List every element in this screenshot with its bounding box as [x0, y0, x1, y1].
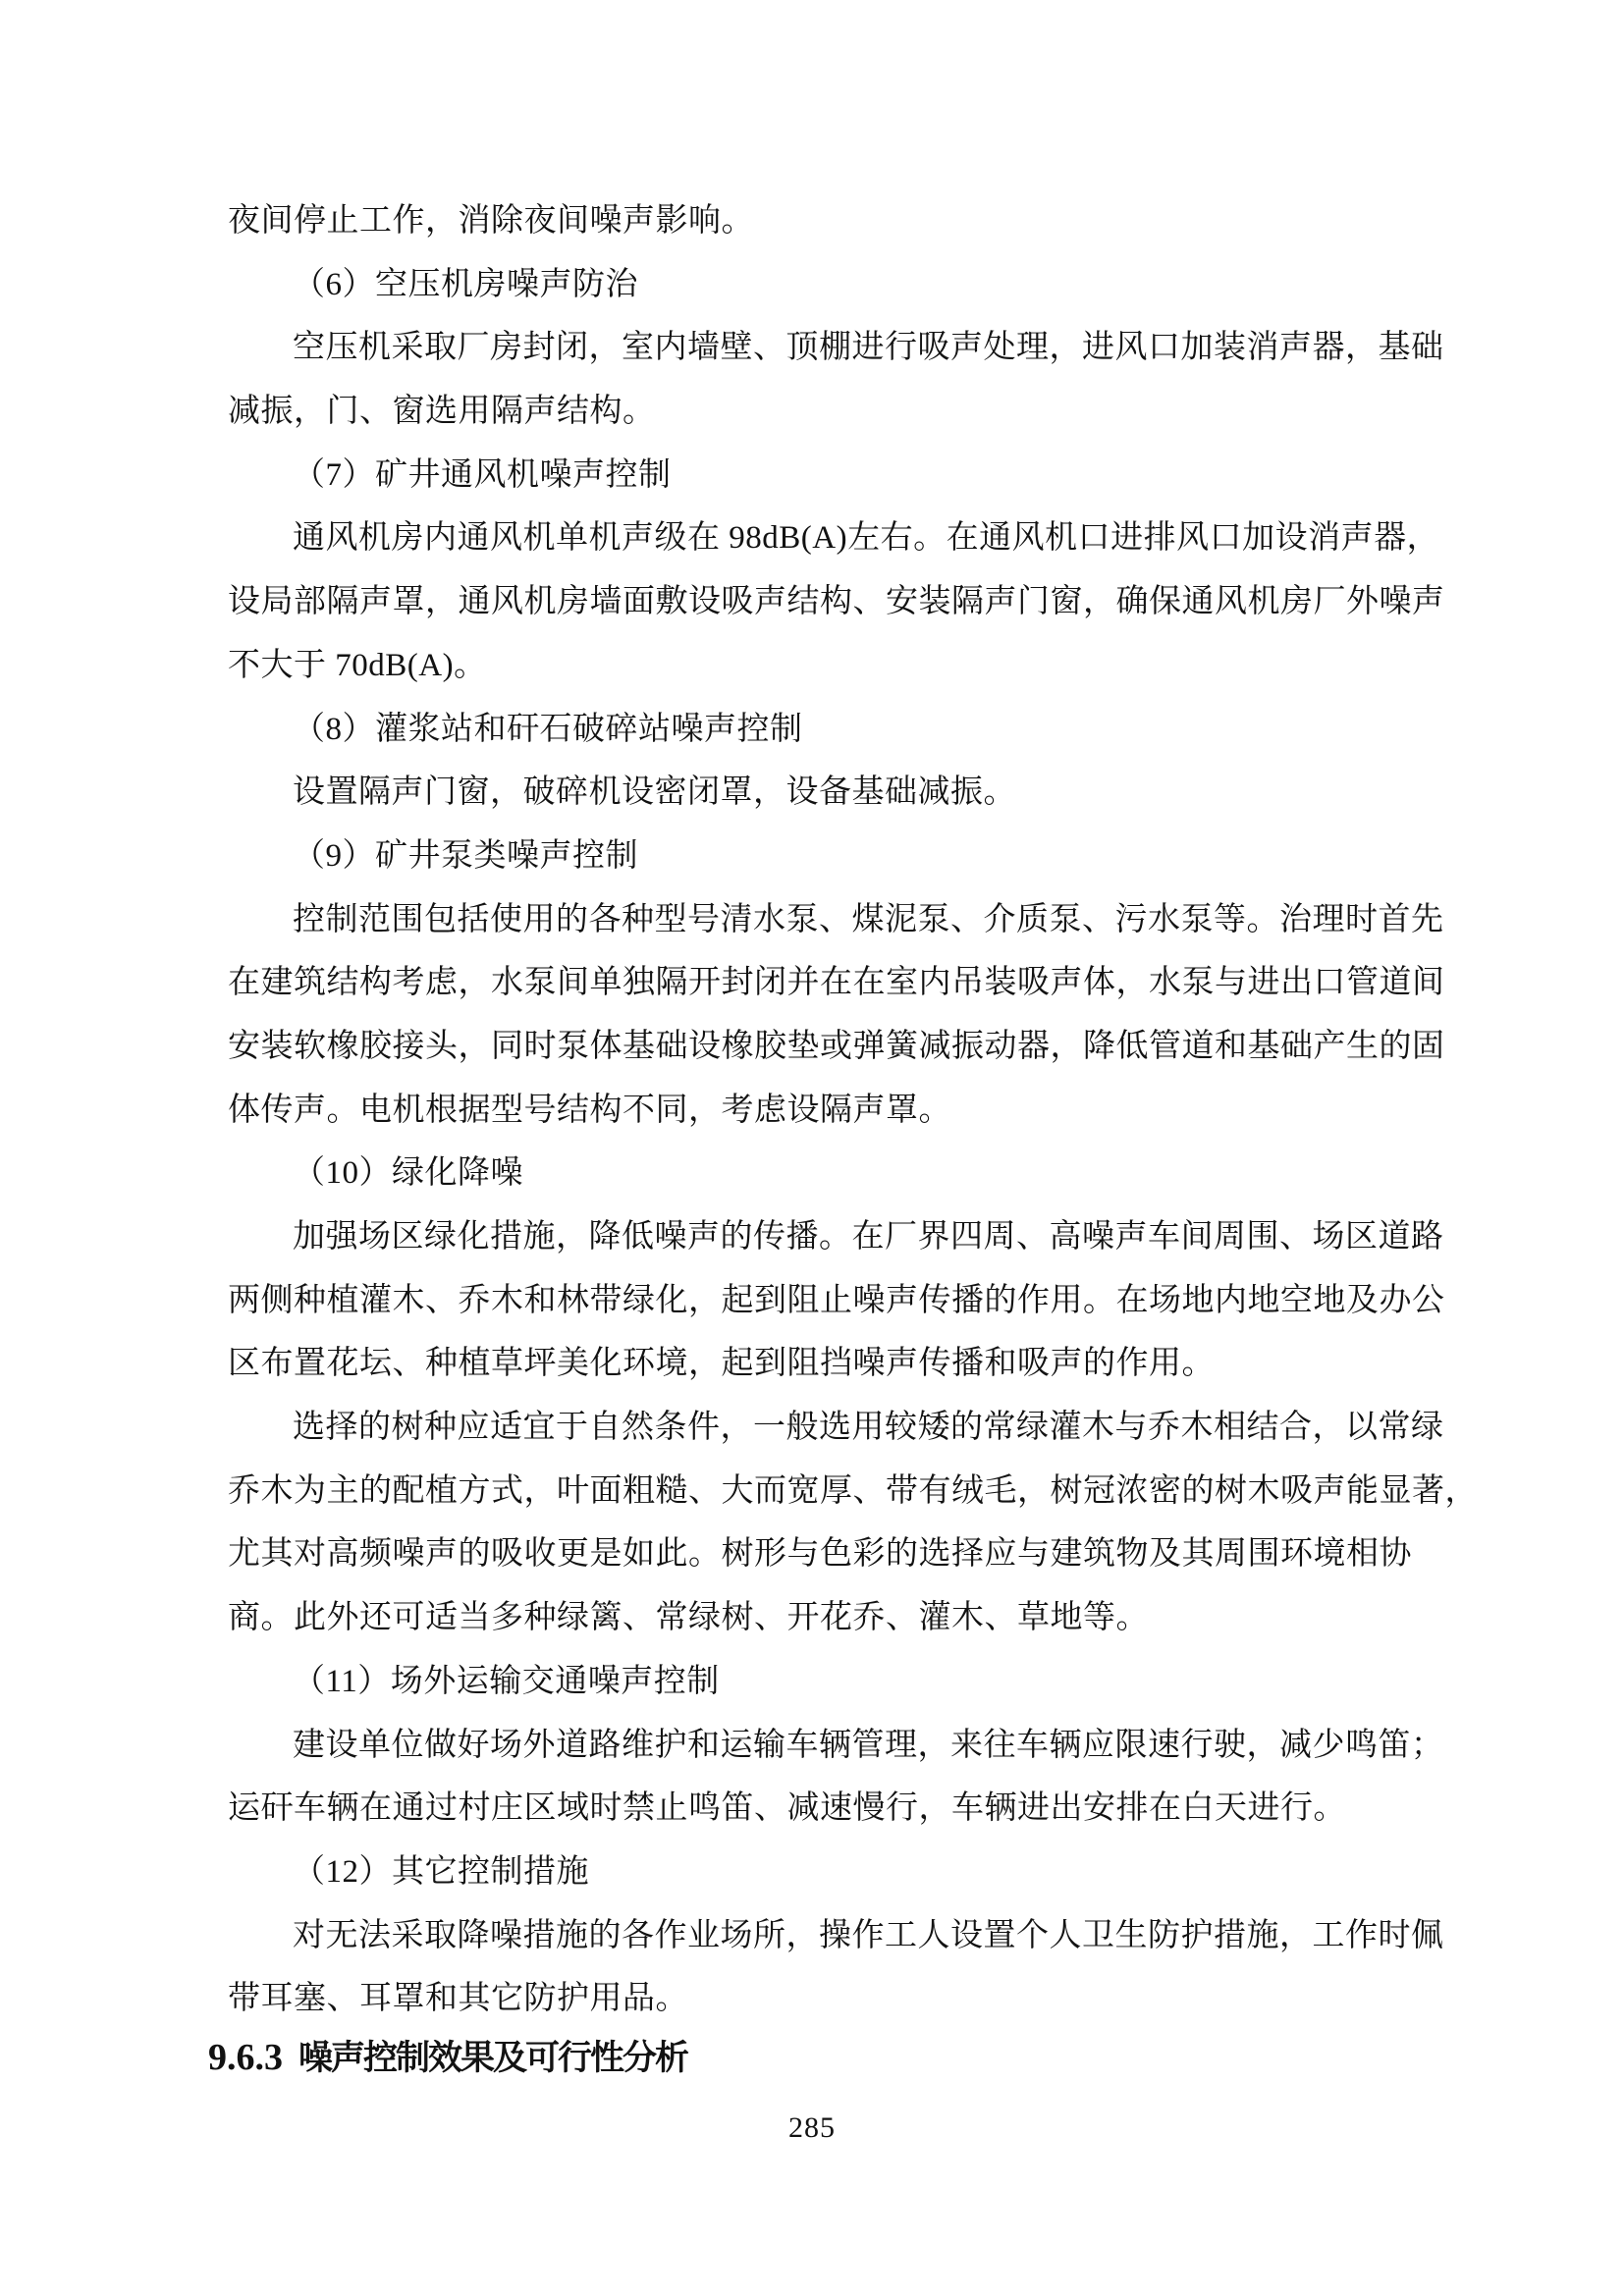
- body-line: 夜间停止工作，消除夜间噪声影响。: [228, 203, 754, 239]
- body-line: 带耳塞、耳罩和其它防护用品。: [228, 1981, 688, 2017]
- body-line: 乔木为主的配植方式，叶面粗糙、大而宽厚、带有绒毛，树冠浓密的树木吸声能显著，: [228, 1472, 1478, 1509]
- body-line: 减振，门、窗选用隔声结构。: [228, 394, 656, 430]
- body-line: 在建筑结构考虑，水泵间单独隔开封闭并在在室内吊装吸声体，水泵与进出口管道间: [228, 965, 1445, 1001]
- list-item-heading: （7）矿井通风机噪声控制: [293, 456, 672, 493]
- body-line: 尤其对高频噪声的吸收更是如此。树形与色彩的选择应与建筑物及其周围环境相协: [228, 1536, 1412, 1573]
- section-heading-number: 9.6.3: [208, 2037, 283, 2078]
- document-body: [228, 189, 1478, 2031]
- body-line: 空压机采取厂房封闭，室内墙壁、顶棚进行吸声处理，进风口加装消声器，基础: [293, 330, 1444, 366]
- body-line: 设局部隔声罩，通风机房墙面敷设吸声结构、安装隔声门窗，确保通风机房厂外噪声: [228, 584, 1445, 620]
- body-line: 加强场区绿化措施，降低噪声的传播。在厂界四周、高噪声车间周围、场区道路: [293, 1219, 1444, 1255]
- body-line: 选择的树种应适宜于自然条件，一般选用较矮的常绿灌木与乔木相结合，以常绿: [293, 1410, 1444, 1446]
- list-item-heading: （8）灌浆站和矸石破碎站噪声控制: [293, 711, 803, 747]
- body-line: 控制范围包括使用的各种型号清水泵、煤泥泵、介质泵、污水泵等。治理时首先: [293, 901, 1444, 937]
- body-line: 设置隔声门窗，破碎机设密闭罩，设备基础减振。: [293, 774, 1016, 811]
- body-line: 商。此外还可适当多种绿篱、常绿树、开花乔、灌木、草地等。: [228, 1600, 1149, 1636]
- section-heading: [208, 2028, 687, 2087]
- body-line: 通风机房内通风机单机声级在 98dB(A)左右。在通风机口进排风口加设消声器，: [293, 520, 1440, 557]
- list-item-heading: （10）绿化降噪: [293, 1155, 523, 1192]
- body-line: 运矸车辆在通过村庄区域时禁止鸣笛、减速慢行，车辆进出安排在白天进行。: [228, 1790, 1346, 1827]
- body-line: 对无法采取降噪措施的各作业场所，操作工人设置个人卫生防护措施，工作时佩: [293, 1917, 1444, 1953]
- body-line: 体传声。电机根据型号结构不同，考虑设隔声罩。: [228, 1092, 951, 1128]
- page-number: 285: [788, 2111, 836, 2144]
- list-item-heading: （9）矿井泵类噪声控制: [293, 837, 638, 874]
- list-item-heading: （6）空压机房噪声防治: [293, 266, 638, 302]
- list-item-heading: （12）其它控制措施: [293, 1853, 589, 1890]
- body-line: 区布置花坛、种植草坪美化环境，起到阻挡噪声传播和吸声的作用。: [228, 1346, 1215, 1382]
- body-line: 建设单位做好场外道路维护和运输车辆管理，来往车辆应限速行驶，减少鸣笛；: [293, 1727, 1444, 1763]
- body-line: 两侧种植灌木、乔木和林带绿化，起到阻止噪声传播的作用。在场地内地空地及办公: [228, 1282, 1445, 1318]
- list-item-heading: （11）场外运输交通噪声控制: [293, 1663, 720, 1699]
- section-heading-title: 噪声控制效果及可行性分析: [298, 2039, 688, 2077]
- body-line: 不大于 70dB(A)。: [228, 647, 487, 683]
- body-line: 安装软橡胶接头，同时泵体基础设橡胶垫或弹簧减振动器，降低管道和基础产生的固: [228, 1028, 1445, 1064]
